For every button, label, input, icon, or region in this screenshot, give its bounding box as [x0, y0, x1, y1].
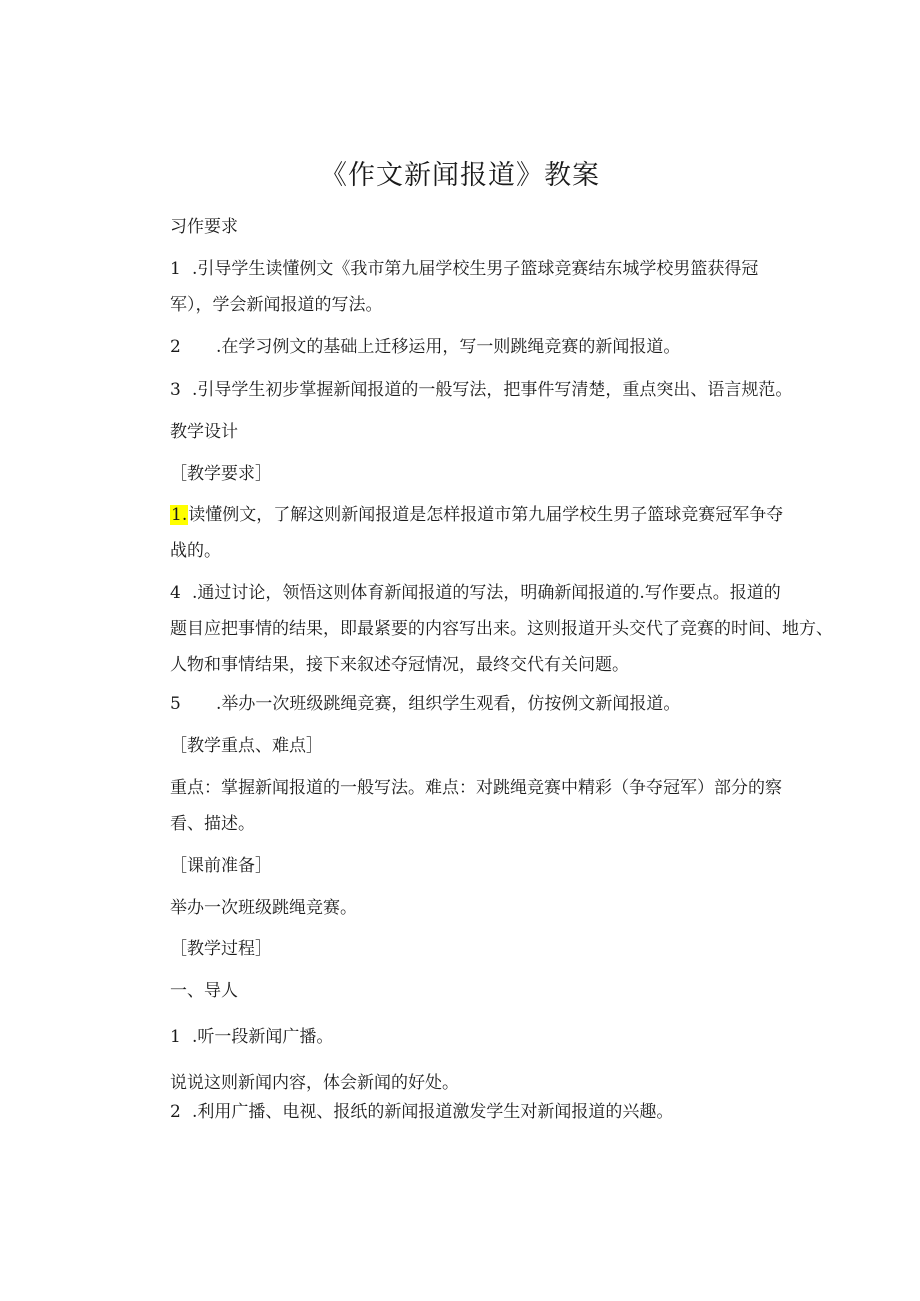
requirement-item-1-number: 1	[170, 259, 181, 279]
teaching-requirement-1	[170, 497, 795, 569]
requirement-item-2-text: .在学习例文的基础上迁移运用，写一则跳绳竞赛的新闻报道。	[216, 337, 681, 357]
process-item-1-note: 说说这则新闻内容，体会新闻的好处。	[170, 1073, 459, 1093]
teaching-requirement-4	[170, 575, 833, 683]
teaching-requirements-heading: ［教学要求］	[170, 464, 272, 484]
teaching-requirement-4-line-2: 题目应把事情的结果，即最紧要的内容写出来。这则报道开头交代了竞赛的时间、地方、	[170, 619, 833, 639]
teaching-requirement-5-text: .举办一次班级跳绳竞赛，组织学生观看，仿按例文新闻报道。	[216, 694, 681, 714]
teaching-requirement-4-line-1	[170, 575, 795, 611]
key-points-line-1: 重点：掌握新闻报道的一般写法。难点：对跳绳竞赛中精彩（争夺冠军）部分的察	[170, 778, 782, 798]
key-points-line-2: 看、描述。	[170, 814, 255, 834]
design-heading: 教学设计	[170, 422, 238, 442]
process-item-2	[170, 1094, 795, 1130]
teaching-requirement-1-line-1	[170, 497, 795, 533]
requirement-item-1-text: .引导学生读懂例文《我市第九届学校生男子篮球竞赛结东城学校男篮获得冠	[192, 259, 759, 279]
requirement-item-1-line-2: 军），学会新闻报道的写法。	[170, 295, 383, 315]
process-item-1	[170, 1019, 795, 1055]
preparation-heading: ［课前准备］	[170, 856, 272, 876]
teaching-requirement-1-text: 读懂例文，了解这则新闻报道是怎样报道市第九届学校生男子篮球竞赛冠军争夺	[188, 505, 784, 525]
teaching-requirement-4-line-3: 人物和事情结果，接下来叙述夺冠情况，最终交代有关问题。	[170, 655, 629, 675]
requirement-item-1	[170, 251, 795, 323]
requirement-item-1-line-1	[170, 251, 795, 287]
process-item-1-text: .听一段新闻广播。	[192, 1027, 334, 1047]
process-item-2-text: .利用广播、电视、报纸的新闻报道激发学生对新闻报道的兴趣。	[192, 1102, 674, 1122]
requirements-heading: 习作要求	[170, 217, 238, 237]
teaching-requirement-5	[170, 686, 795, 722]
requirement-item-3-text: .引导学生初步掌握新闻报道的一般写法，把事件写清楚，重点突出、语言规范。	[192, 380, 793, 400]
teaching-requirement-1-line-2: 战的。	[170, 541, 221, 561]
document-title: 《作文新闻报道》教案	[320, 160, 600, 191]
process-heading: ［教学过程］	[170, 939, 272, 959]
process-item-1-number: 1	[170, 1027, 181, 1047]
process-item-2-number: 2	[170, 1102, 181, 1122]
requirement-item-2-number: 2	[170, 337, 181, 357]
teaching-requirement-4-text: .通过讨论，领悟这则体育新闻报道的写法，明确新闻报道的.写作要点。报道的	[192, 583, 781, 603]
requirement-item-3	[170, 372, 795, 408]
requirement-item-2	[170, 329, 795, 365]
teaching-requirement-4-number: 4	[170, 583, 181, 603]
highlighted-number: 1.	[171, 505, 188, 525]
key-points-paragraph	[170, 770, 795, 842]
intro-heading: 一、导人	[170, 981, 238, 1001]
requirement-item-3-number: 3	[170, 380, 181, 400]
preparation-text: 举办一次班级跳绳竞赛。	[170, 898, 357, 918]
teaching-requirement-5-number: 5	[170, 694, 181, 714]
key-points-heading: ［教学重点、难点］	[170, 736, 323, 756]
